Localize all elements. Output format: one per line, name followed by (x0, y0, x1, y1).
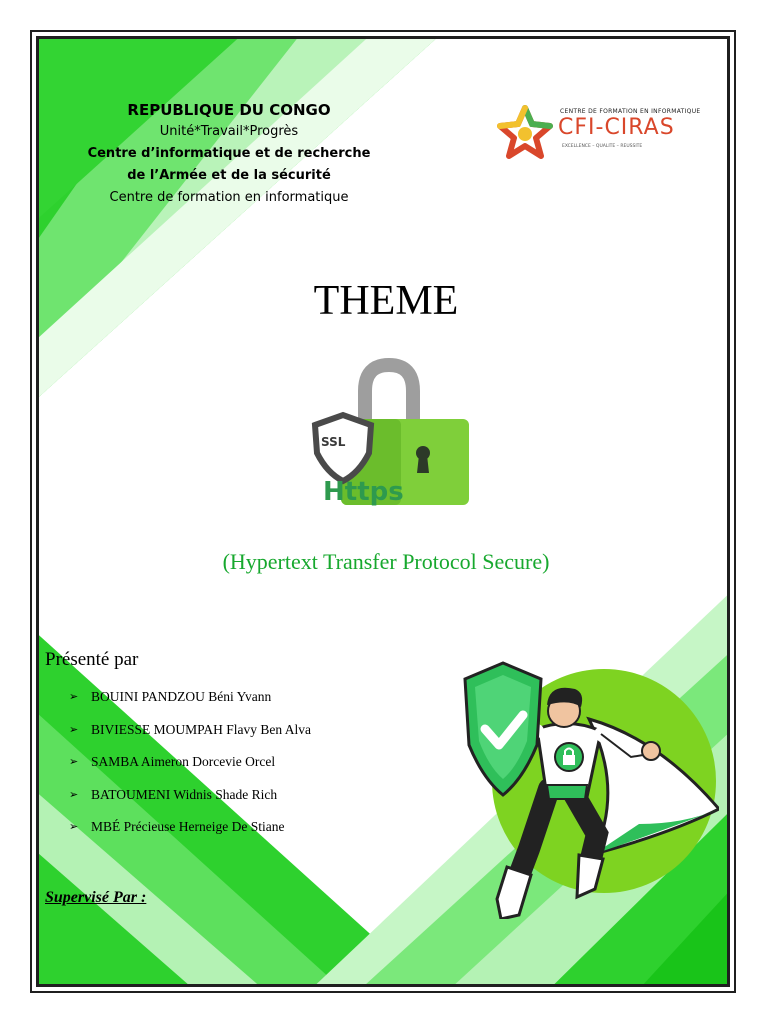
arrow-bullet-icon: ➢ (69, 723, 79, 736)
list-item (69, 817, 311, 850)
list-item (69, 752, 311, 785)
arrow-bullet-icon: ➢ (69, 756, 79, 768)
superhero-illustration (419, 619, 719, 919)
https-label: Https (323, 477, 404, 507)
member-name: BOUINI PANDZOU Béni Yvann (91, 689, 272, 704)
members-list (69, 687, 311, 850)
arrow-bullet-icon: ➢ (69, 691, 79, 703)
logo-top-text: CENTRE DE FORMATION EN INFORMATIQUE (560, 108, 701, 115)
logo-name: CFI-CIRAS (558, 115, 675, 140)
training-center-name: Centre de formation en informatique (109, 190, 349, 205)
national-motto: Unité*Travail*Progrès (159, 124, 299, 139)
country-name: REPUBLIQUE DU CONGO (127, 101, 331, 119)
center-name-line2: de l’Armée et de la sécurité (127, 168, 331, 183)
ssl-shield-icon: SSL (321, 435, 346, 449)
center-name-line1: Centre d’informatique et de recherche (87, 146, 371, 161)
member-name: MBÉ Précieuse Herneige De Stiane (91, 819, 285, 834)
arrow-bullet-icon: ➢ (69, 821, 79, 833)
theme-title: THEME (313, 278, 459, 324)
list-item (69, 687, 311, 720)
subtitle: (Hypertext Transfer Protocol Secure) (222, 549, 550, 574)
logo-motto: EXCELLENCE – QUALITE – REUSSITE (562, 144, 643, 149)
member-name: BATOUMENI Widnis Shade Rich (91, 786, 278, 802)
star-emblem-icon (494, 104, 556, 164)
institution-header (39, 99, 419, 209)
arrow-bullet-icon: ➢ (69, 788, 79, 801)
presented-by-label: Présenté par (45, 649, 139, 670)
list-item (69, 720, 311, 753)
member-name: BIVIESSE MOUMPAH Flavy Ben Alva (91, 721, 312, 737)
supervised-by-label: Supervisé Par : (45, 889, 147, 906)
cover-frame (36, 36, 730, 987)
list-item (69, 785, 311, 818)
cfi-ciras-logo (494, 104, 709, 164)
member-name: SAMBA Aimeron Dorcevie Orcel (91, 754, 276, 769)
